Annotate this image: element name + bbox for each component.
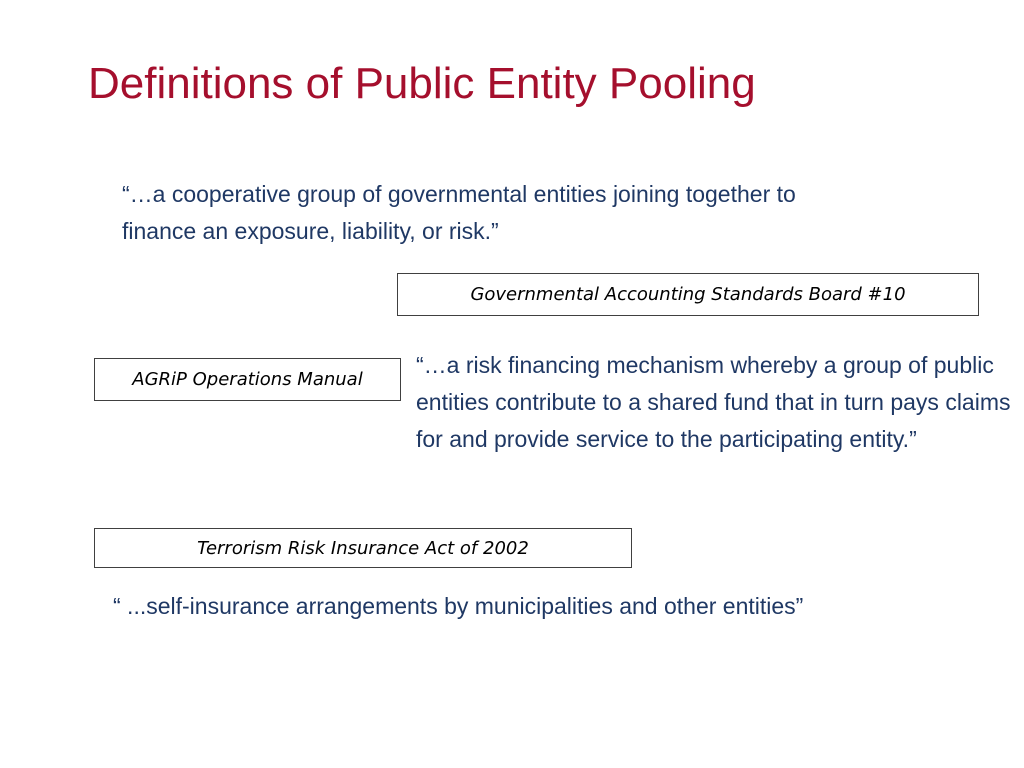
- agrip-source-box: [94, 358, 401, 401]
- agrip-source-label: AGRiP Operations Manual: [132, 369, 363, 390]
- agrip-definition-quote: “…a risk financing mechanism whereby a group of public entities contribute to a shared fund that in turn pays claims for and provide service to the participating entity.”: [416, 352, 1011, 452]
- tria-source-box: [94, 528, 632, 568]
- gasb-definition-quote: “…a cooperative group of governmental entities joining together to finance an exposure, liability, or risk.”: [122, 181, 796, 244]
- gasb-source-label: Governmental Accounting Standards Board #10: [470, 284, 906, 305]
- tria-definition-quote: “ ...self-insurance arrangements by municipalities and other entities”: [113, 593, 804, 619]
- slide-title: Definitions of Public Entity Pooling: [88, 59, 756, 108]
- tria-source-label: Terrorism Risk Insurance Act of 2002: [197, 537, 529, 559]
- gasb-source-box: [397, 273, 979, 316]
